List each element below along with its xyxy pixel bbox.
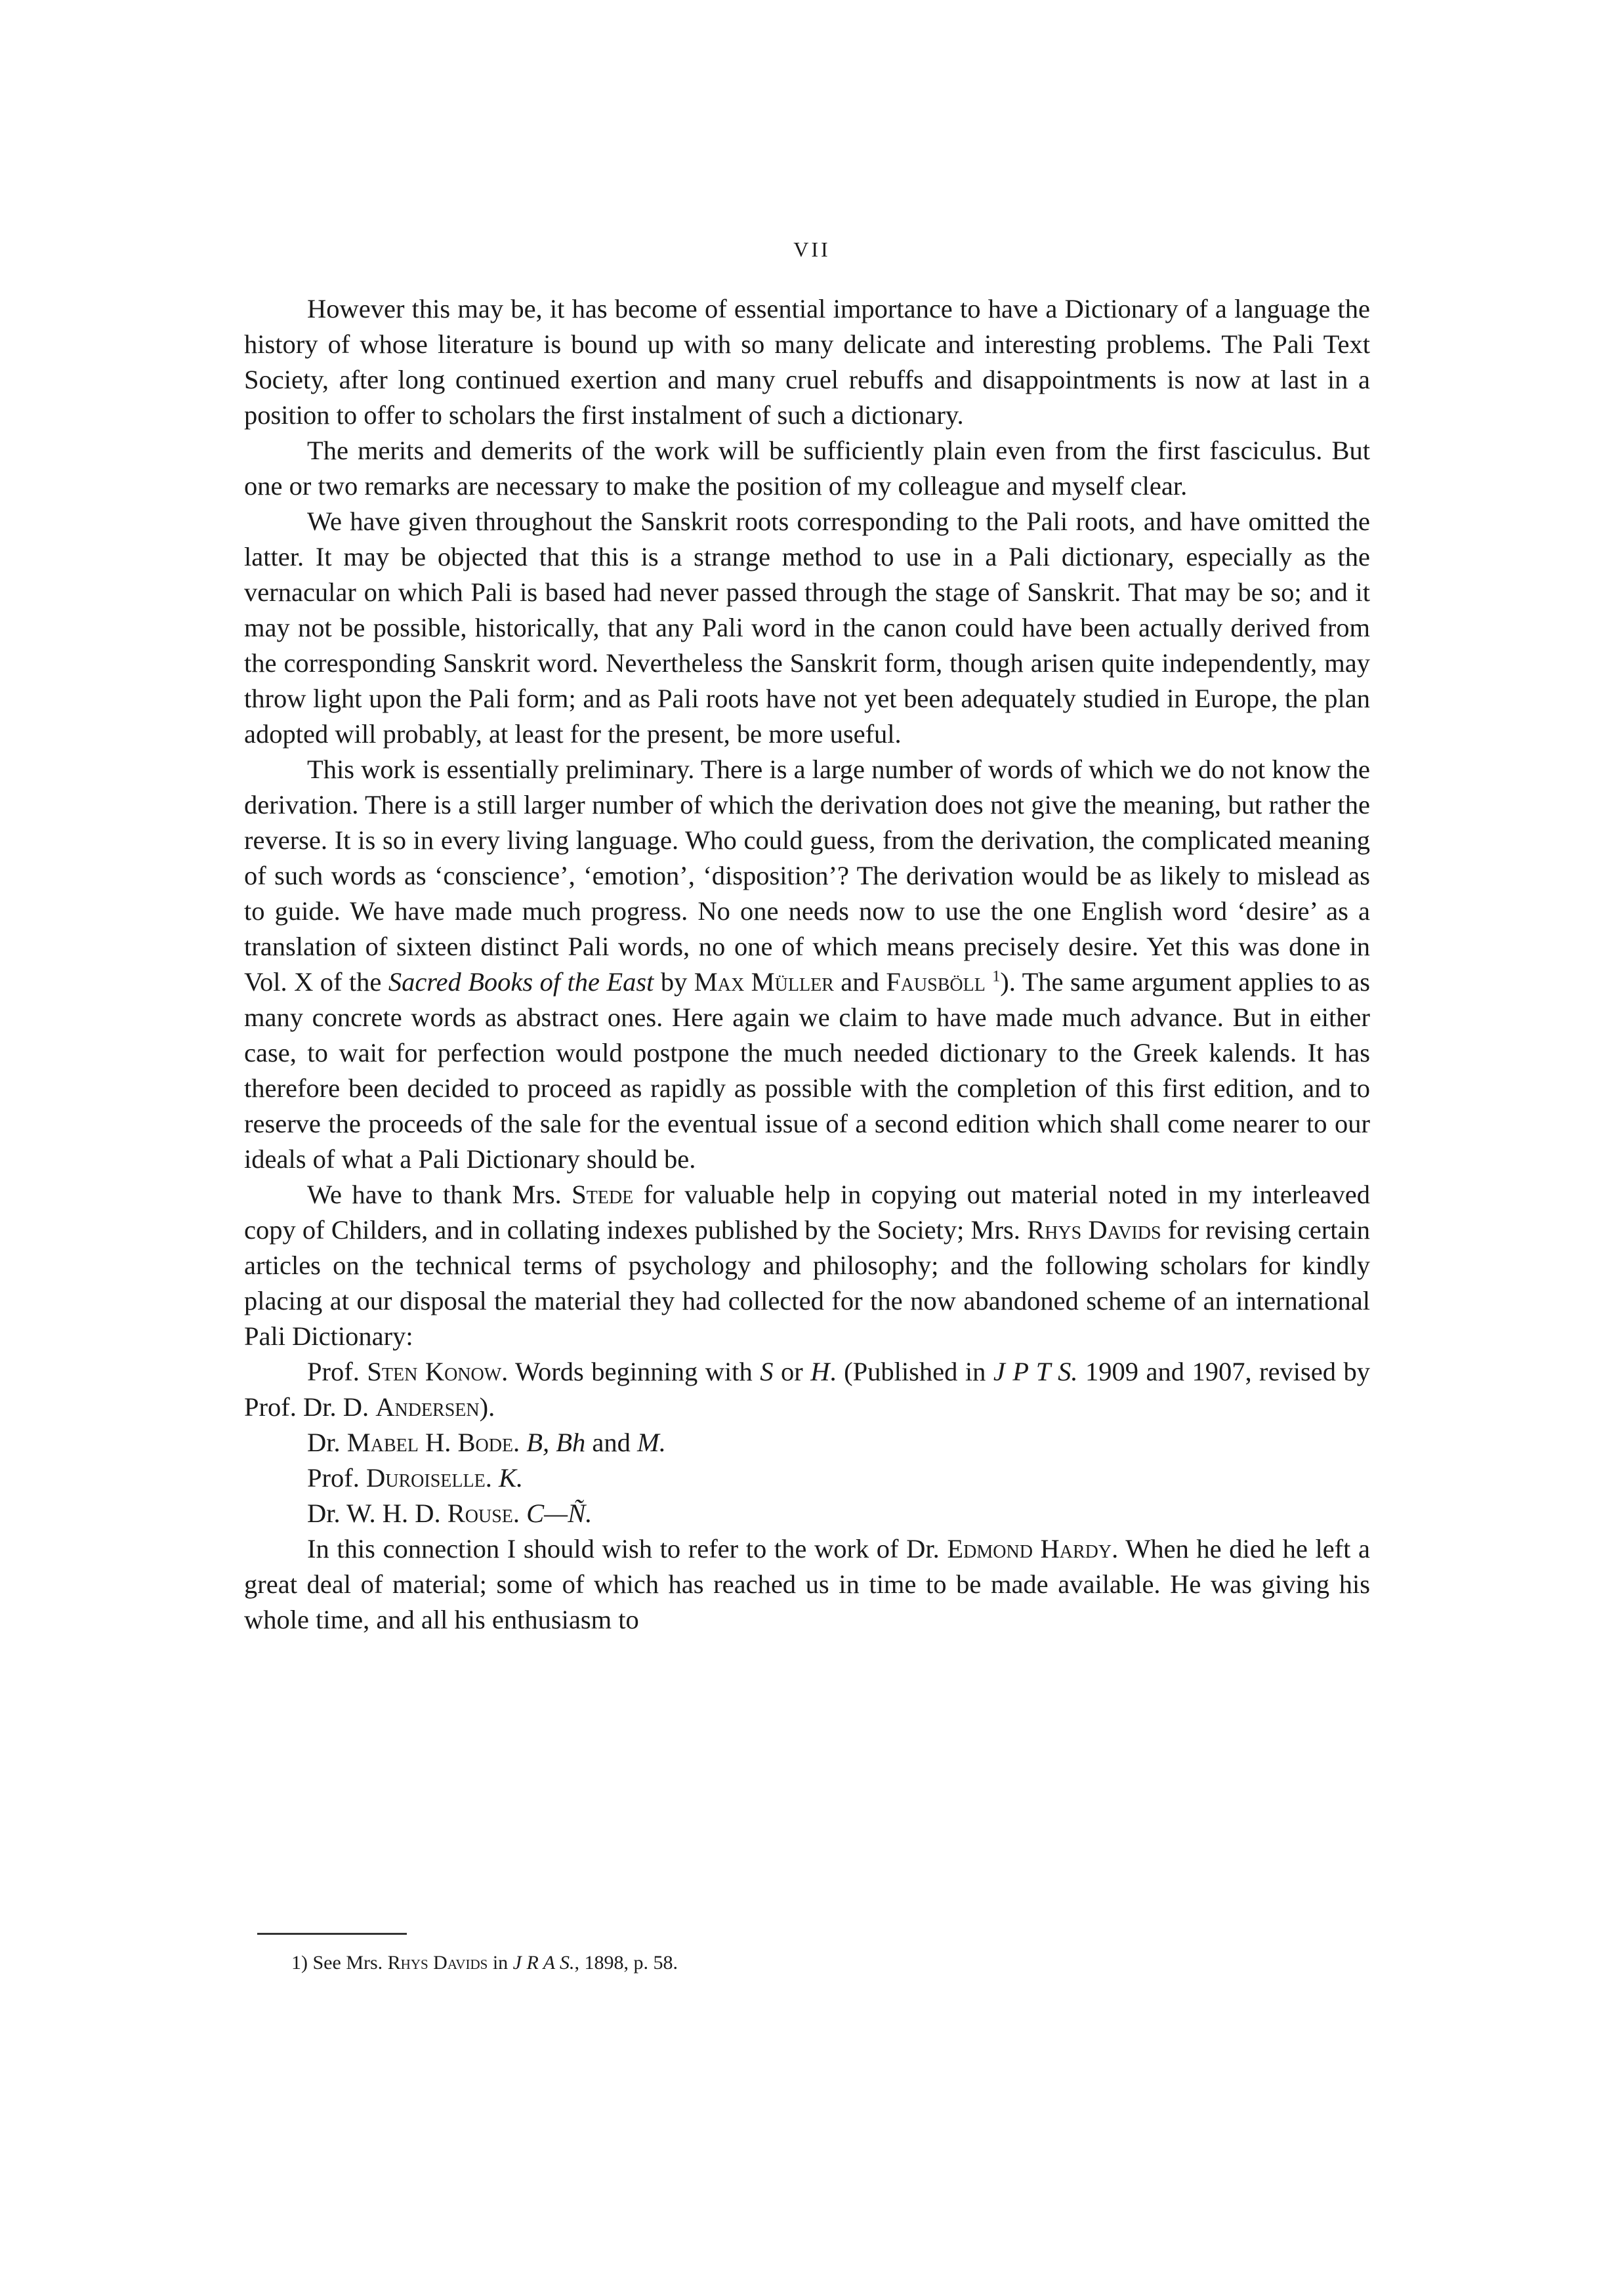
body-text bbox=[244, 291, 1370, 1638]
list-item bbox=[244, 1460, 1370, 1496]
paragraph-4-text-a: This work is essentially preliminary. There is a large number of words of which we do not know the derivation. There is a still larger number of which the derivation does not give the meaning, but rather the reverse. It is so in every living language. Who could guess, from the derivation, the complicated meaning of such words as ‘conscience’, ‘emotion’, ‘disposition’? The derivation would be as likely to mislead as to guide. We have made much progress. No one needs now to use the one English word ‘desire’ as a translation of sixteen distinct Pali words, no one of which means precisely desire. Yet this was done in Vol. X of the bbox=[244, 755, 1370, 997]
list-item-name: Rouse bbox=[447, 1499, 513, 1528]
paragraph-6-text-b: . When he died he left a great deal of material; some of which has reached us in time to be made available. He was giving his whole time, and all his enthusiasm to bbox=[244, 1534, 1370, 1634]
paragraph-4-text-b: by bbox=[654, 967, 694, 997]
list-item-text: . (Published in bbox=[829, 1357, 993, 1386]
list-item-letters: H bbox=[810, 1357, 830, 1386]
list-item bbox=[244, 1425, 1370, 1460]
list-item-name: Andersen bbox=[375, 1392, 480, 1422]
footnote-marker[interactable]: 1 bbox=[992, 968, 1001, 985]
footnote bbox=[291, 1950, 678, 1976]
footnote-text: See Mrs. bbox=[308, 1952, 388, 1974]
paragraph-5-text-b: for valuable help in copying out material noted in my interleaved copy of Childers, and in collating indexes published by the Society; Mrs. bbox=[244, 1180, 1371, 1245]
page-number: VII bbox=[793, 238, 831, 261]
list-item-letters: S bbox=[760, 1357, 774, 1386]
journal-title: J P T S. bbox=[993, 1357, 1078, 1386]
list-item-letters: K. bbox=[498, 1463, 524, 1493]
list-item-text: and bbox=[585, 1428, 638, 1457]
footnote-text: in bbox=[488, 1952, 513, 1974]
author-name-fausboll: Fausböll bbox=[886, 967, 986, 997]
paragraph-4 bbox=[244, 752, 1370, 1177]
name-edmond-hardy: Edmond Hardy bbox=[947, 1534, 1112, 1563]
list-item-title: Prof. bbox=[307, 1357, 367, 1386]
list-item-text: or bbox=[773, 1357, 811, 1386]
paragraph-1: However this may be, it has become of essential importance to have a Dictionary of a language the history of whose literature is bound up with so many delicate and interesting problems. The Pali Text Society, after long continued exertion and many cruel rebuffs and disappointments is now at last in a position to offer to scholars the first instalment of such a dictionary. bbox=[244, 294, 1370, 430]
list-item-name: Sten Konow bbox=[367, 1357, 502, 1386]
list-item-letters: C—Ñ. bbox=[526, 1499, 593, 1528]
paragraph-3: We have given throughout the Sanskrit roots corresponding to the Pali roots, and have omitted the latter. It may be objected that this is a strange method to use in a Pali dictionary, especially as the vernacular on which Pali is based had never passed through the stage of Sanskrit. That may be so; and it may not be possible, historically, that any Pali word in the canon could have been actually derived from the corresponding Sanskrit word. Nevertheless the Sanskrit form, though arisen quite independently, may throw light upon the Pali form; and as Pali roots have not yet been adequately studied in Europe, the plan adopted will probably, at least for the present, be more useful. bbox=[244, 507, 1370, 749]
name-rhys-davids: Rhys Davids bbox=[1027, 1215, 1161, 1245]
footnote-divider bbox=[257, 1933, 407, 1935]
list-item-text: . Words beginning with bbox=[501, 1357, 760, 1386]
list-item-letters: M. bbox=[637, 1428, 666, 1457]
list-item-text: . bbox=[485, 1463, 499, 1493]
paragraph-2: The merits and demerits of the work will be sufficiently plain even from the first fasciculus. But one or two remarks are necessary to make the position of my colleague and myself clear. bbox=[244, 436, 1370, 501]
paragraph-6 bbox=[244, 1531, 1370, 1638]
footnote-mark: 1) bbox=[291, 1952, 308, 1974]
list-item bbox=[244, 1496, 1370, 1531]
list-item-letters: B, Bh bbox=[526, 1428, 586, 1457]
list-item-text: 1909 and 1907, revised by Prof. Dr. D. bbox=[244, 1357, 1371, 1422]
list-item-text: . bbox=[512, 1499, 527, 1528]
list-item-name: Duroiselle bbox=[366, 1463, 486, 1493]
list-item-title: Dr. bbox=[307, 1428, 347, 1457]
list-item-title: Dr. W. H. D. bbox=[307, 1499, 448, 1528]
book-title: Sacred Books of the East bbox=[388, 967, 654, 997]
list-item-name: Mabel H. Bode bbox=[346, 1428, 514, 1457]
list-item bbox=[244, 1354, 1370, 1425]
paragraph-5-text-c: for revising certain articles on the technical terms of psychology and philosophy; and the following scholars for kindly placing at our disposal the material they had collected for the now abandoned scheme of an international Pali Dictionary: bbox=[244, 1215, 1370, 1351]
list-item-text: . bbox=[513, 1428, 527, 1457]
footnote-name: Rhys Davids bbox=[387, 1952, 488, 1974]
paragraph-4-text-c: and bbox=[833, 967, 886, 997]
paragraph-5 bbox=[244, 1177, 1370, 1354]
name-stede: Stede bbox=[572, 1180, 634, 1209]
paragraph-4-text-d: ). The same argument applies to as many concrete words as abstract ones. Here again we claim to have made much advance. But in either case, to wait for perfection would postpone the much needed dictionary to the Greek kalends. It has therefore been decided to proceed as rapidly as possible with the completion of this first edition, and to reserve the proceeds of the sale for the eventual issue of a second edition which shall come nearer to our ideals of what a Pali Dictionary should be. bbox=[244, 967, 1371, 1174]
list-item-title: Prof. bbox=[307, 1463, 366, 1493]
author-name-muller: Max Müller bbox=[694, 967, 834, 997]
paragraph-5-text-a: We have to thank Mrs. bbox=[307, 1180, 572, 1209]
footnote-journal: J R A S. bbox=[512, 1952, 575, 1974]
list-item-text: ). bbox=[479, 1392, 495, 1422]
footnote-text: , 1898, p. 58. bbox=[574, 1952, 678, 1974]
paragraph-6-text-a: In this connection I should wish to refer to the work of Dr. bbox=[307, 1534, 947, 1563]
